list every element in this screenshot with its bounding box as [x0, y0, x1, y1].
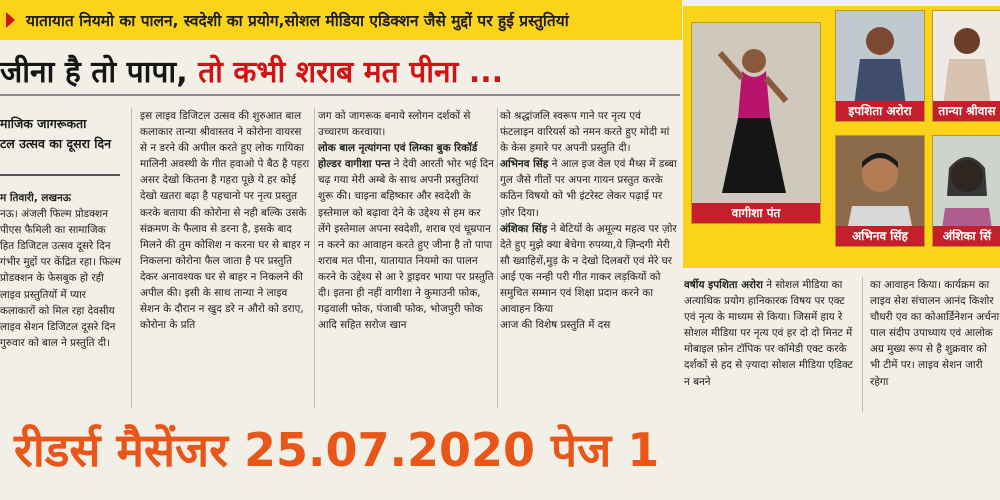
subhead-line2: टल उत्सव का दूसरा दिन: [0, 136, 112, 151]
column-3-text-2: ने देवी आरती भोर भई दिन चढ़ गया मेरी अम्बे के साथ अपनी प्रस्तुतियां शुरू की। चाइना बहिष्कार और स्वदेशी के इस्तेमाल को बढ़ावा देने के उद्देश्य से हम कर लेंगे इस्तेमाल अपना स्वदेशी, शराब एवं धूम्रपान न करने का आवाहन करते हुए जीना है तो पापा शराब मत पीना, यातायात नियमो का पालन करने के उद्देश्य से आ रे ड्राइवर भाया पर प्रस्तुति दी। इतना ही नहीं वागीशा ने कुमाउनी फोक, गढ़वाली फोक, पंजाबी फोक, भोजपुरी फोक आदि सहित सरोज खान: [318, 158, 494, 332]
photo-caption-3: अभिनव सिंह: [836, 226, 924, 246]
column-4-bold-2: अंशिका सिंह: [500, 222, 548, 235]
headline-divider: [0, 94, 680, 96]
column-3-bold: लोक बाल नृत्यांगना एवं लिम्का बुक रिकॉर्ड होल्डर वागीशा पन्त: [318, 142, 478, 171]
photo-abhinav: [835, 135, 925, 247]
article-column-5: [684, 277, 856, 412]
dancer-figure-icon: [692, 23, 820, 223]
column-5-text: ने सोशल मीडिया का अत्याधिक प्रयोग हानिकारक विषय पर एक्ट एवं नृत्य के माध्यम से किया। जिसमें हाय रे सोशल मीडिया पर नृत्य एवं हर दो दो मिनट में मोबाइल फ़ोन टॉपिक पर कॉमेडी एक्ट करके दर्शकों से हद से ज़्यादा सोशल मीडिया एडिक्ट न बनने: [684, 279, 853, 388]
photo-caption-1: इपशिता अरोरा: [836, 101, 924, 121]
headline-part1: जीना है तो पापा,: [0, 55, 188, 90]
column-6-text: का आवाहन किया। कार्यक्रम का लाइव सेश संचालन आनंद किशोर चौधरी एव का कोआर्डिनेशन अर्चना पाल संदीप उपाध्याय एवं आलोक अग्र मुख्य रूप से है शुक्रवार को भी टीमें पर। लाइव सेशन जारी रहेगा: [870, 279, 1000, 388]
photo-vagisha: [691, 22, 821, 224]
article-column-4: [500, 108, 678, 408]
column-5-bold: वर्षीय इपशिता अरोरा: [684, 279, 763, 291]
column-2-text: इस लाइव डिजिटल उत्सव की शुरुआत बाल कलाकार तान्या श्रीवास्तव ने कोरोना वायरस से न डरने की अपील करते हुए लोक गायिका मालिनी अवस्थी के गीत हवाओ पे बैठ है पहरा असर देखो कितना है गहरा पूछे ये हर कोई देखो खतरा बढ़ा है पहचानो पर नृत्य प्रस्तुत करके बताया की कोरोना से नही बल्कि उसके संक्रमण के फैलाव से डरना है, इसके बाद मिलने की तुम कोशिश न करना घर से बाहर न निकलना कोरोना फैल जाता है पर प्रस्तुति देकर अनावश्यक घर से बाहर न निकलने की अपील की। इसी के साथ तान्या ने लाइव सेशन के दौरान न खुद डरे न औरो को डराए, कोरोना के प्रति: [140, 110, 310, 332]
photo-caption-4: अंशिका सिं: [933, 226, 1000, 246]
subhead-divider: [0, 174, 120, 176]
photo-tanya: [932, 10, 1000, 122]
article-column-6: [870, 277, 1000, 412]
banner-arrow-icon: [6, 12, 15, 28]
article-column-3: [318, 108, 496, 408]
column-1-text: नऊ। अंजली फिल्म प्रोडक्शन पीएस फैमिली का सामाजिक हित डिजिटल उत्सव दूसरे दिन गंभीर मुद्दों पर केंद्रित रहा। फिल्म प्रोडक्शन के फेसबुक हो रही लाइव प्रस्तुतियों में प्यार कलाकारों को मिल रहा देवसीय लाइव सेशन डिजिटल दूसरे दिन गुरुवार को बाल ने प्रस्तुति दी।: [0, 208, 122, 349]
subhead-line1: माजिक जागरूकता: [0, 116, 87, 131]
byline: म तिवारी, लखनऊ: [0, 192, 71, 204]
column-divider: [314, 108, 315, 408]
column-4-text-3: ने बेटियों के अमूल्य महत्व पर ज़ोर देते हुए मुझे क्या बेचेगा रुपय्या,ये ज़िन्दगी मेरी सौ ख्वाहिशें,मुड़ के न देखो दिलबरों एवं मेरे घर आई एक नन्ही परी गीत गाकर लड़कियों को समुचित सम्मान एवं शिक्षा प्रदान करने का आवाहन किया: [500, 222, 677, 316]
column-divider: [497, 108, 498, 408]
article-column-1: [0, 190, 122, 410]
article-column-2: [140, 108, 310, 408]
headline-part2: तो कभी शराब मत पीना ...: [198, 55, 504, 90]
column-divider: [131, 108, 132, 408]
banner-text: यातायात नियमो का पालन, स्वदेशी का प्रयोग,सोशल मीडिया एडिक्शन जैसे मुद्दों पर हुई प्रस्तुतियां: [26, 12, 569, 30]
column-4-bold-1: अभिनव सिंह: [500, 158, 549, 171]
top-banner: [0, 0, 682, 40]
subhead: [0, 114, 120, 154]
column-4-text-1: को श्रद्धांजलि स्वरूप गाने पर नृत्य एवं फंटलाइन वारियर्स को नमन करते हुए मोदी मां के केस हमारे पर अपनी प्रस्तुति दी।: [500, 110, 670, 155]
photo-anshika: [932, 135, 1000, 247]
photo-caption-2: तान्या श्रीवास: [933, 101, 1000, 121]
headline: [0, 50, 503, 91]
photo-caption-main: वागीशा पंत: [692, 203, 820, 223]
column-3-text-1: जग को जागरूक बनाये स्लोगन दर्शकों से उच्चारण करवाया।: [318, 110, 471, 139]
column-divider: [862, 277, 863, 412]
photo-ipshita: [835, 10, 925, 122]
column-4-text-4: आज की विशेष प्रस्तुति में दस: [500, 319, 611, 332]
footer-publication-tag: रीडर्स मैसेंजर 25.07.2020 पेज 1: [14, 423, 660, 477]
column-4-text-2: ने आल इज वेल एवं मैथ्स में डब्बा गुल जैसे गीतों पर अपना गायन प्रस्तुत करके कठिन विषयो को भी इंटरेस्ट लेकर पढ़ाई पर ज़ोर दिया।: [500, 158, 677, 219]
